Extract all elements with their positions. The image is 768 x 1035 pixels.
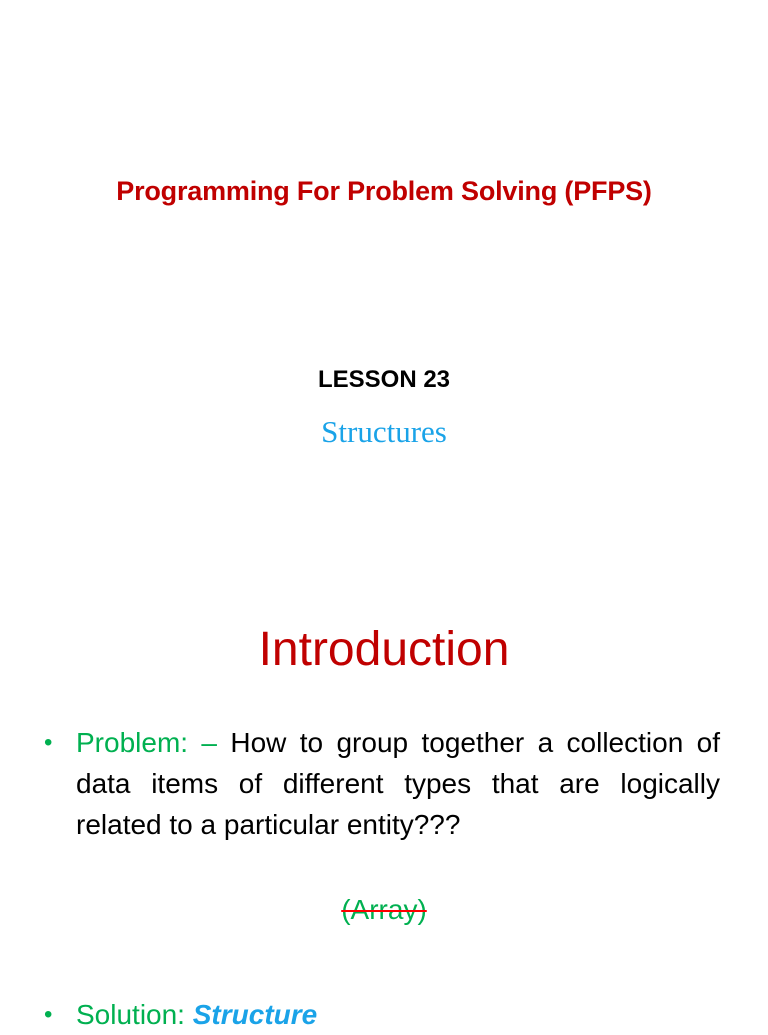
problem-text-block bbox=[76, 722, 720, 845]
slide-heading: Introduction bbox=[258, 623, 510, 676]
solution-label: Solution: bbox=[76, 999, 185, 1030]
problem-label: Problem: – bbox=[76, 727, 217, 758]
bullet-dot-icon: • bbox=[44, 729, 53, 756]
struck-array-text: (Array) bbox=[341, 894, 427, 925]
course-title: Programming For Problem Solving (PFPS) bbox=[116, 176, 652, 206]
problem-bullet bbox=[44, 722, 720, 845]
bullet-dot-icon: • bbox=[44, 1001, 53, 1028]
struck-array-note bbox=[0, 894, 768, 926]
lesson-topic: Structures bbox=[321, 414, 447, 449]
problem-text: How to group together a collection of data items of different types that are logically related to a particular entity??? bbox=[76, 727, 720, 840]
solution-bullet bbox=[44, 994, 317, 1035]
solution-emphasis: Structure bbox=[192, 999, 318, 1030]
solution-text-block bbox=[76, 994, 317, 1035]
lesson-number: LESSON 23 bbox=[317, 366, 451, 393]
